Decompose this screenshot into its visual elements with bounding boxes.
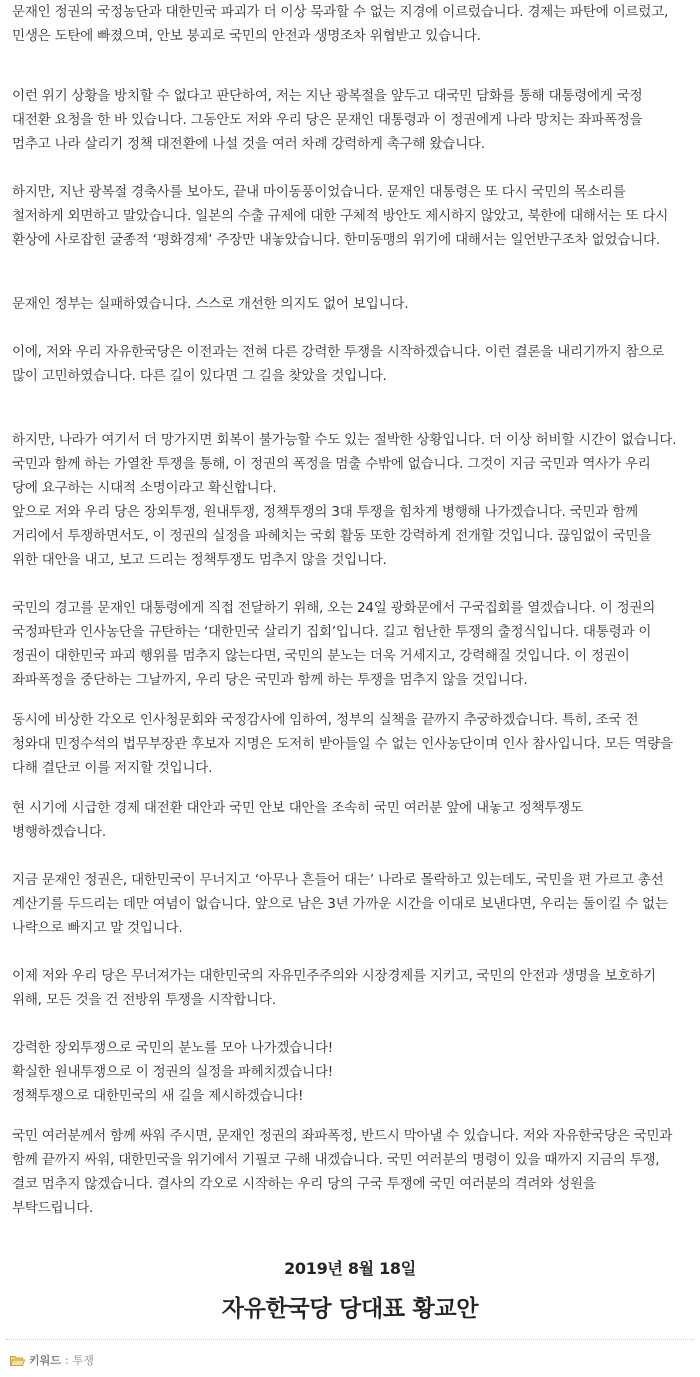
paragraph xyxy=(12,292,680,316)
paragraph-text: 지금 문재인 정권은, 대한민국이 무너지고 ‘아무나 흔들어 대는’ 나라로 몰락하고 있는데도, 국민을 편 가르고 총선 계산기를 두드리는 데만 여념이 없습니다. 앞으로 남은 3년 가까운 시간을 이대로 보낸다면, 우리는 돌이킬 수 없는 나락으로 빠지고 말 것입니다. xyxy=(12,872,668,936)
paragraph-text: 국민 여러분께서 함께 싸워 주시면, 문재인 정권의 좌파폭정, 반드시 막아낼 수 있습니다. 저와 자유한국당은 국민과 함께 끝까지 싸워, 대한민국을 위기에서 기필코 구해 내겠습니다. 국민 여러분의 명령이 있을 때까지 지금의 투쟁, 결코 멈추지 않겠습니다. 결사의 각오로 시작하는 우리 당의 구국 투쟁에 국민 여러분의 격려와 성원을 부탁드립니다. xyxy=(12,1128,673,1216)
paragraph xyxy=(12,84,680,156)
keyword-separator: : xyxy=(64,1353,69,1367)
paragraph-text: 이제 저와 우리 당은 무너져가는 대한민국의 자유민주주의와 시장경제를 지키고, 국민의 안전과 생명을 보호하기 위해, 모든 것을 건 전방위 투쟁을 시작합니다. xyxy=(12,968,656,1008)
statement-author: 자유한국당 당대표 황교안 xyxy=(221,1295,479,1322)
footer-divider xyxy=(6,1339,694,1340)
paragraph xyxy=(12,1124,680,1220)
paragraph-text: 앞으로 저와 우리 당은 장외투쟁, 원내투쟁, 정책투쟁의 3대 투쟁을 힘차게 병행해 나가겠습니다. 국민과 함께 거리에서 투쟁하면서도, 이 정권의 실정을 파헤치는 국회 활동 또한 강력하게 전개할 것입니다. 끊임없이 국민을 위한 대안을 내고, 보고 드리는 정책투쟁도 멈추지 않을 것입니다. xyxy=(12,504,652,568)
slogan-line: 정책투쟁으로 대한민국의 새 길을 제시하겠습니다! xyxy=(12,1088,304,1104)
paragraph-text: 동시에 비상한 각오로 인사청문회와 국정감사에 임하여, 정부의 실책을 끝까지 추궁하겠습니다. 특히, 조국 전 청와대 민정수석의 법무부장관 후보자 지명은 도저히 받아들일 수 없는 인사농단이며 인사 참사입니다. 모든 역량을 다해 결단코 이를 저지할 것입니다. xyxy=(12,712,673,776)
paragraph xyxy=(12,596,680,692)
paragraph xyxy=(12,500,680,572)
folder-icon xyxy=(10,1355,25,1366)
statement-date: 2019년 8월 18일 xyxy=(284,1259,416,1278)
paragraph xyxy=(12,180,680,252)
paragraph xyxy=(12,340,680,388)
paragraph-text: 하지만, 지난 광복절 경축사를 보아도, 끝내 마이동풍이었습니다. 문재인 대통령은 또 다시 국민의 목소리를 철저하게 외면하고 말았습니다. 일본의 수출 규제에 대한 구체적 방안도 제시하지 않았고, 북한에 대해서는 또 다시 환상에 사로잡힌 굴종적 ‘평화경제’ 주장만 내놓았습니다. 한미동맹의 위기에 대해서는 일언반구조차 없었습니다. xyxy=(12,184,669,248)
paragraph xyxy=(12,964,680,1012)
keyword-bar xyxy=(10,1352,94,1368)
paragraph-text: 문재인 정권의 국정농단과 대한민국 파괴가 더 이상 묵과할 수 없는 지경에 이르렀습니다. 경제는 파탄에 이르렀고, 민생은 도탄에 빠졌으며, 안보 붕괴로 국민의 안전과 생명조차 위협받고 있습니다. xyxy=(12,4,669,44)
paragraph-text: 이런 위기 상황을 방치할 수 없다고 판단하여, 저는 지난 광복절을 앞두고 대국민 담화를 통해 대통령에게 국정 대전환 요청을 한 바 있습니다. 그동안도 저와 우리 당은 문재인 대통령과 이 정권에게 나라 망치는 좌파폭정을 멈추고 나라 살리기 정책 대전환에 나설 것을 여러 차례 강력하게 촉구해 왔습니다. xyxy=(12,88,643,152)
paragraph-text: 문재인 정부는 실패하였습니다. 스스로 개선한 의지도 없어 보입니다. xyxy=(12,296,409,312)
paragraph xyxy=(12,428,680,500)
paragraph-text: 국민의 경고를 문재인 대통령에게 직접 전달하기 위해, 오는 24일 광화문에서 구국집회를 열겠습니다. 이 정권의 국정파탄과 인사농단을 규탄하는 ‘대한민국 살리기 집회’입니다. 길고 험난한 투쟁의 출정식입니다. 대통령과 이 정권이 대한민국 파괴 행위를 멈추지 않는다면, 국민의 분노는 더욱 거세지고, 강력해질 것입니다. 이 정권이 좌파폭정을 중단하는 그날까지, 우리 당은 국민과 함께 하는 투쟁을 멈추지 않을 것입니다. xyxy=(12,600,656,688)
paragraph xyxy=(12,796,680,844)
paragraph-text: 이에, 저와 우리 자유한국당은 이전과는 전혀 다른 강력한 투쟁을 시작하겠습니다. 이런 결론을 내리기까지 참으로 많이 고민하였습니다. 다른 길이 있다면 그 길을 찾았을 것입니다. xyxy=(12,344,665,384)
keyword-label: 키워드 xyxy=(29,1354,61,1367)
paragraph xyxy=(12,708,680,780)
keyword-link[interactable]: 투쟁 xyxy=(72,1354,94,1367)
paragraph xyxy=(12,868,680,940)
paragraph xyxy=(12,1036,680,1108)
slogan-line: 강력한 장외투쟁으로 국민의 분노를 모아 나가겠습니다! xyxy=(12,1040,334,1056)
paragraph-text: 하지만, 나라가 여기서 더 망가지면 회복이 불가능할 수도 있는 절박한 상황입니다. 더 이상 허비할 시간이 없습니다. 국민과 함께 하는 가열찬 투쟁을 통해, 이 정권의 폭정을 멈출 수밖에 없습니다. 그것이 지금 국민과 역사가 우리 당에 요구하는 시대적 소명이라고 확신합니다. xyxy=(12,432,677,496)
paragraph-text: 현 시기에 시급한 경제 대전환 대안과 국민 안보 대안을 조속히 국민 여러분 앞에 내놓고 정책투쟁도 병행하겠습니다. xyxy=(12,800,583,840)
paragraph xyxy=(12,0,680,48)
slogan-line: 확실한 원내투쟁으로 이 정권의 실정을 파헤치겠습니다! xyxy=(12,1064,334,1080)
